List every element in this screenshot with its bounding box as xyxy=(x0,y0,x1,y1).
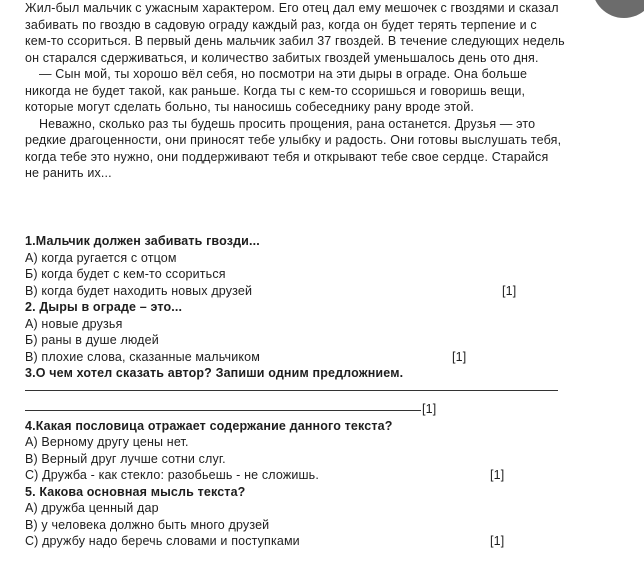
story-paragraph-1: Жил-был мальчик с ужасным характером. Его отец дал ему мешочек с гвоздями и сказал забивать по гвоздю в садовую ограду каждый раз, когда он будет терять терпение и с кем-то ссориться. В первый день мальчик забил 37 гвоздей. В течение следующих недель он старался сдерживаться, и количество забитых гвоздей уменьшалось день ото дня. xyxy=(25,1,565,65)
option-text: С) дружбу надо беречь словами и поступками xyxy=(25,534,300,548)
question-3-answer-area[interactable] xyxy=(25,382,545,418)
question-2-option-a[interactable] xyxy=(25,316,545,333)
option-text: В) когда будет находить новых друзей xyxy=(25,283,253,298)
option-text: Б) когда будет с кем-то ссориться xyxy=(25,267,226,281)
story-text xyxy=(25,0,565,182)
option-text: С) Дружба - как стекло: разобьешь - не сложишь. xyxy=(25,468,319,482)
question-4-mark: [1] xyxy=(490,468,505,482)
quiz-section xyxy=(25,233,545,550)
option-text: А) Верному другу цены нет. xyxy=(25,435,189,449)
question-5-option-a[interactable] xyxy=(25,500,545,517)
question-5-option-c[interactable] xyxy=(25,533,545,550)
option-text: В) у человека должно быть много друзей xyxy=(25,517,270,532)
question-1-option-c[interactable] xyxy=(25,283,545,300)
question-4-option-c[interactable] xyxy=(25,467,545,484)
corner-shape xyxy=(592,0,644,18)
option-text: Б) раны в душе людей xyxy=(25,333,159,347)
option-text: В) Верный друг лучше сотни слуг. xyxy=(25,451,226,466)
question-2: 2. Дыры в ограде – это... xyxy=(25,300,183,314)
question-1-option-a[interactable] xyxy=(25,250,545,267)
question-3: 3.О чем хотел сказать автор? Запиши одним предложнием. xyxy=(25,366,404,380)
story-paragraph-2: — Сын мой, ты хорошо вёл себя, но посмотри на эти дыры в ограде. Она больше никогда не будет такой, как раньше. Когда ты с кем-то ссоришься и говоришь вещи, которые могут сделать больно, ты наносишь собеседнику рану вроде этой. xyxy=(25,67,528,114)
question-1-option-b[interactable] xyxy=(25,266,545,283)
option-text: А) новые друзья xyxy=(25,316,123,331)
answer-line-2 xyxy=(25,410,421,411)
question-4-option-a[interactable] xyxy=(25,434,545,451)
question-1: 1.Мальчик должен забивать гвозди... xyxy=(25,234,260,248)
question-2-option-b[interactable] xyxy=(25,332,545,349)
question-3-mark: [1] xyxy=(422,401,437,416)
story-paragraph-3: Неважно, сколько раз ты будешь просить прощения, рана останется. Друзья — это редкие драгоценности, они приносят тебе улыбку и радость. Они готовы выслушать тебя, когда тебе это нужно, они поддерживают тебя и открывают тебе свое сердце. Старайся не ранить их... xyxy=(25,116,562,180)
option-text: А) когда ругается с отцом xyxy=(25,250,177,265)
question-5-mark: [1] xyxy=(490,534,505,548)
question-2-mark: [1] xyxy=(452,349,467,364)
question-1-mark: [1] xyxy=(502,283,517,298)
question-5-option-b[interactable] xyxy=(25,517,545,534)
option-text: А) дружба ценный дар xyxy=(25,501,159,515)
question-2-option-c[interactable] xyxy=(25,349,545,366)
question-4-option-b[interactable] xyxy=(25,451,545,468)
answer-line-1 xyxy=(25,390,558,391)
question-4: 4.Какая пословица отражает содержание данного текста? xyxy=(25,418,393,433)
question-5: 5. Какова основная мысль текста? xyxy=(25,484,246,499)
option-text: В) плохие слова, сказанные мальчиком xyxy=(25,349,260,364)
